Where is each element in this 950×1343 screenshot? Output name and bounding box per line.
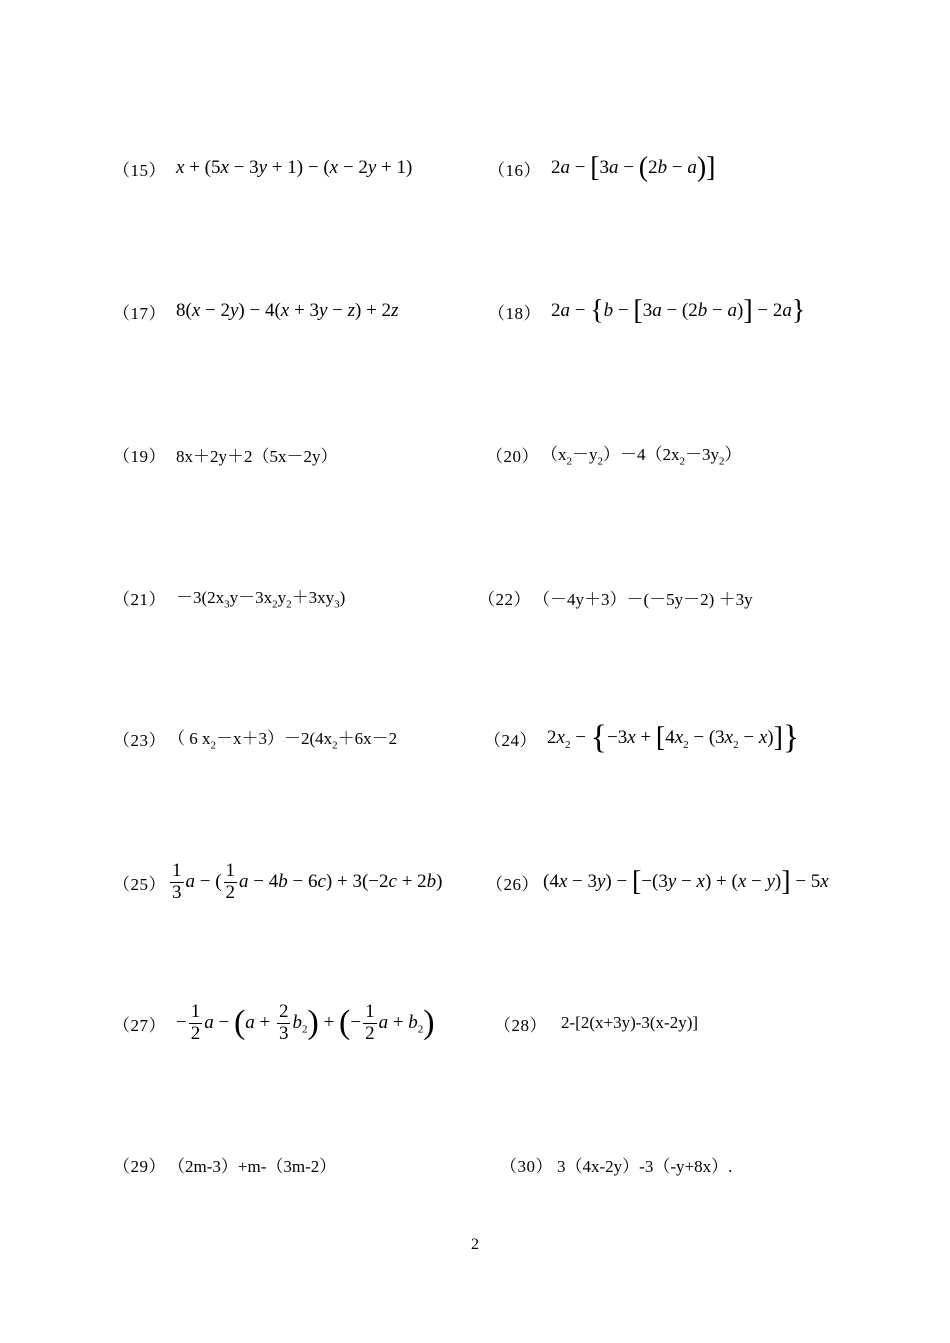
- problem-expression: − $\frac{1}{2}$ a − (a + $\frac{2}{3}$ $b_2$) + (− $\frac{1}{2}$ $a + b_2$): [176, 1000, 435, 1044]
- problem-number: （25）: [113, 874, 166, 894]
- problem-number: （17）: [113, 303, 166, 323]
- problem-number: （28）: [494, 1015, 547, 1035]
- problem-expression: （2m-3）+m-（3m-2）: [168, 1156, 337, 1176]
- problem-number: （21）: [113, 589, 166, 609]
- problem-16: [488, 138, 715, 198]
- problem-expression: 2a − [3a − (2b − a)]: [551, 152, 716, 183]
- problem-row: [0, 281, 950, 341]
- problem-number: （22）: [478, 589, 531, 609]
- problem-18: [488, 281, 805, 341]
- problem-17: [113, 281, 398, 341]
- problem-number: （29）: [113, 1156, 166, 1176]
- problem-number: （16）: [488, 160, 541, 180]
- problem-15: [113, 138, 412, 198]
- problem-expression: x + (5x − 3y + 1) − (x − 2y + 1): [176, 157, 413, 178]
- problem-30: [500, 1134, 732, 1194]
- problem-row: [0, 138, 950, 198]
- problem-expression: $-3(2x_3y-3x_2y_2+3xy_3)$: [176, 588, 346, 611]
- problem-expression: 8(x − 2y) − 4(x + 3y − z) + 2z: [176, 300, 399, 321]
- problem-row: [0, 567, 950, 627]
- problem-row: [0, 852, 950, 912]
- problem-23: [113, 708, 397, 768]
- problem-expression: (4x − 3y) − [−(3y − x) + (x − y)] − 5x: [543, 866, 829, 897]
- problem-expression: $\frac{1}{3}$ a − ( $\frac{1}{2}$ a − 4b − 6c) + 3(−2c + 2b): [172, 859, 443, 903]
- problem-number: （24）: [484, 730, 537, 750]
- problem-25: [113, 852, 443, 912]
- problem-number: （15）: [113, 160, 166, 180]
- problem-28: [494, 993, 698, 1053]
- problem-row: [0, 708, 950, 768]
- problem-21: [113, 567, 345, 627]
- problem-number: （30）: [500, 1156, 553, 1176]
- problem-22: [478, 567, 753, 627]
- problem-26: [486, 852, 829, 912]
- problem-expression: 3（4x-2y）-3（-y+8x）.: [557, 1156, 733, 1176]
- problem-number: （26）: [486, 874, 539, 894]
- problem-24: [484, 708, 799, 768]
- problem-27: [113, 993, 435, 1053]
- problem-number: （19）: [113, 446, 166, 466]
- problem-29: [113, 1134, 336, 1194]
- problem-expression: 2a − {b − [3a − (2b − a)] − 2a}: [551, 295, 806, 326]
- problem-expression: $(x_2-y_2)-4(2x_2-3y_2)$: [541, 445, 742, 468]
- problem-row: [0, 424, 950, 484]
- problem-number: （23）: [113, 730, 166, 750]
- problem-number: （18）: [488, 303, 541, 323]
- problem-expression: （－4y＋3）－(－5y－2) ＋3y: [533, 589, 753, 609]
- problem-expression: 8x＋2y＋2（5x－2y）: [176, 446, 338, 466]
- problem-row: [0, 1134, 950, 1194]
- problem-number: （20）: [486, 446, 539, 466]
- problem-20: [486, 424, 742, 484]
- problem-number: （27）: [113, 1015, 166, 1035]
- problem-expression: （ 6 $x_2-x+3)-2(4x_2+6x-2$: [168, 729, 398, 752]
- problem-expression: 2-[2(x+3y)-3(x-2y)]: [561, 1013, 699, 1032]
- problem-expression: $2x_2 - \{-3x + [4x_2 - (3x_2 - x)]\}$: [547, 719, 800, 756]
- problem-19: [113, 424, 338, 484]
- page-number: 2: [471, 1236, 479, 1253]
- problem-row: [0, 993, 950, 1053]
